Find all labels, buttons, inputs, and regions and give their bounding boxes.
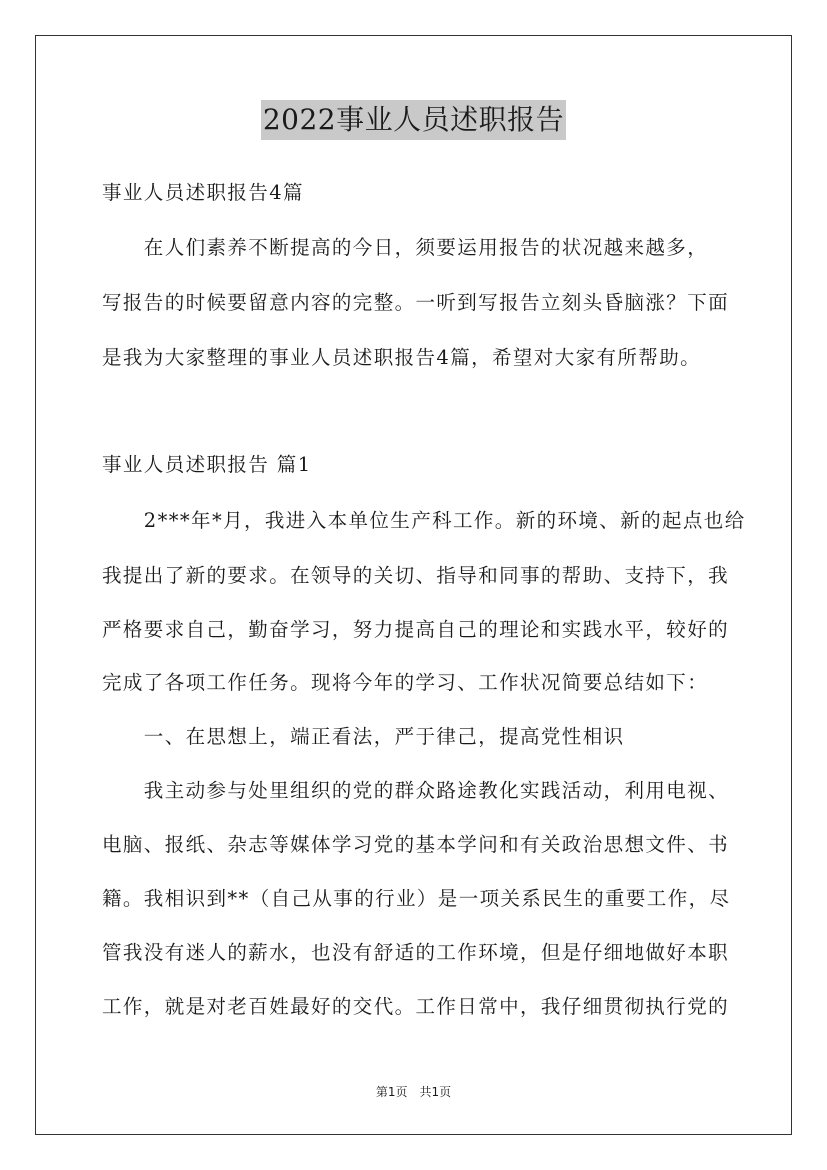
body-line: 严格要求自己，勤奋学习，努力提高自己的理论和实践水平，较好的 [102,618,730,641]
body-line: 籍。我相识到**（自己从事的行业）是一项关系民生的重要工作，尽 [102,887,731,910]
body-line: 工作，就是对老百姓最好的交代。工作日常中，我仔细贯彻执行党的 [102,995,730,1018]
intro-line: 是我为大家整理的事业人员述职报告4篇，希望对大家有所帮助。 [102,346,702,369]
intro-line: 在人们素养不断提高的今日，须要运用报告的状况越来越多， [102,236,709,259]
body-line: 管我没有迷人的薪水，也没有舒适的工作环境，但是仔细地做好本职 [102,941,730,964]
page-footer: 第1页 共1页 [375,1085,452,1099]
body-line: 完成了各项工作任务。现将今年的学习、工作状况简要总结如下： [102,671,709,694]
intro-line: 写报告的时候要留意内容的完整。一听到写报告立刻头昏脑涨？下面 [102,291,730,314]
body-line: 2***年*月，我进入本单位生产科工作。新的环境、新的起点也给 [102,509,746,532]
section-heading: 事业人员述职报告 篇1 [102,453,312,476]
document-subtitle: 事业人员述职报告4篇 [102,181,304,204]
body-line: 电脑、报纸、杂志等媒体学习党的基本学问和有关政治思想文件、书 [102,833,730,856]
body-line: 一、在思想上，端正看法，严于律己，提高党性相识 [102,725,625,748]
document-title: 2022事业人员述职报告 [261,100,566,140]
document-title-wrap [0,100,827,140]
body-line: 我主动参与处里组织的党的群众路途教化实践活动，利用电视、 [102,779,730,802]
body-line: 我提出了新的要求。在领导的关切、指导和同事的帮助、支持下，我 [102,564,730,587]
